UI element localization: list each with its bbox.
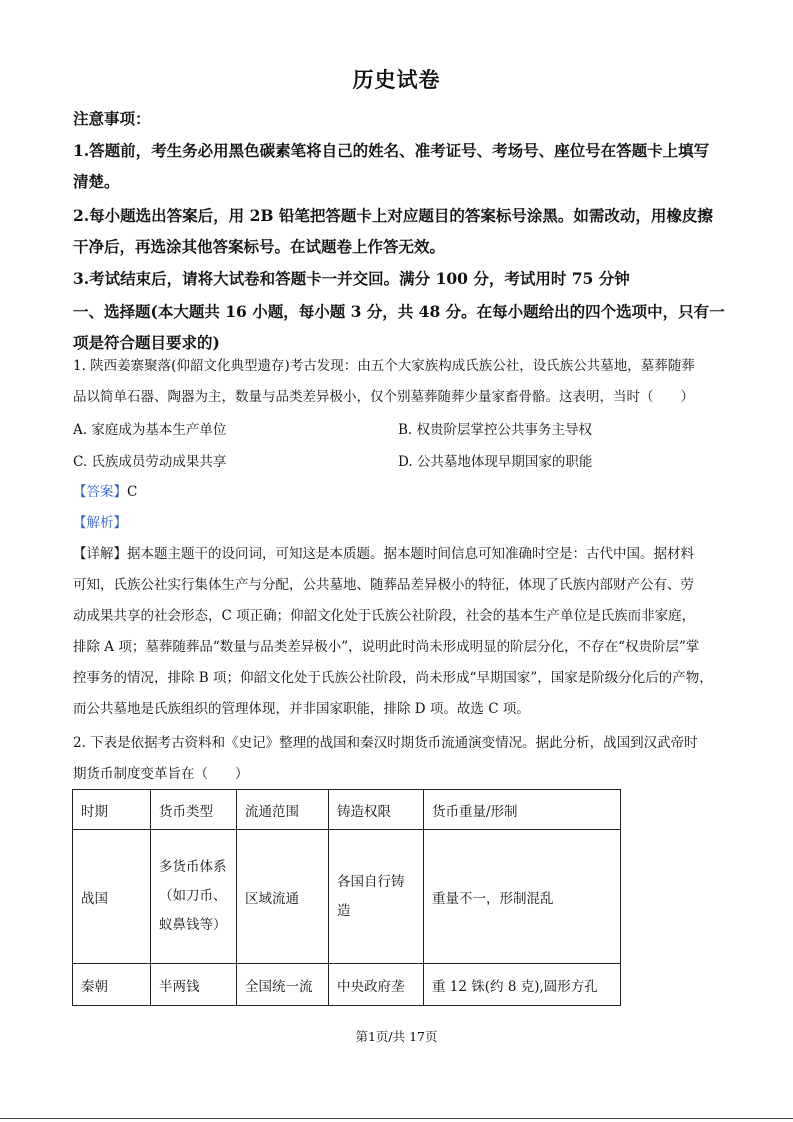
stem-line: 品以简单石器、陶器为主，数量与品类差异极小，仅个别墓葬随葬少量家畜骨骼。这表明，当时（ ） [73,389,694,405]
question-2-stem [73,728,733,790]
section-heading: 一、选择题(本大题共 16 小题，每小题 3 分，共 48 分。在每小题给出的四个选项中，只有一 [73,302,725,321]
stem-line: 2. 下表是依据考古资料和《史记》整理的战国和秦汉时期货币流通演变情况。据此分析，战国到汉武帝时 [73,735,698,751]
table-cell: 重 12 铢(约 8 克),圆形方孔 [424,964,621,1006]
table-header-cell: 时期 [73,790,151,830]
option-b: B. 权贵阶层掌控公共事务主导权 [398,422,593,438]
notice-line: 3.考试结束后，请将大试卷和答题卡一并交回。满分 100 分，考试用时 75 分钟 [73,269,630,288]
detail-line: 排除 A 项；墓葬随葬品“数量与品类差异极小”，说明此时尚未形成明显的阶层分化，不存在“权贵阶层”掌 [73,639,700,655]
page-footer: 第1页/共 17页 [355,1029,438,1044]
stem-line: 1. 陕西姜寨聚落(仰韶文化典型遗存)考古发现：由五个大家族构成氏族公社，设氏族公共墓地，墓葬随葬 [73,358,695,374]
table-cell: 重量不一，形制混乱 [424,830,621,964]
stem-line: 期货币制度变革旨在（ ） [73,766,249,782]
analysis-label: 【解析】 [73,515,127,531]
table-header-cell: 铸造权限 [329,790,424,830]
section-heading: 项是符合题目要求的) [73,333,220,352]
detail-line: 可知，氏族公社实行集体生产与分配，公共墓地、随葬品差异极小的特征，体现了氏族内部财产公有、劳 [73,577,694,593]
question-1-answer [73,477,733,725]
table-cell: 多货币体系（如刀币、蚁鼻钱等） [151,830,237,964]
detail-line: 【详解】据本题主题干的设问词，可知这是本质题。据本题时间信息可知准确时空是：古代中国。据材料 [73,546,694,562]
notice-line: 1.答题前，考生务必用黑色碳素笔将自己的姓名、准考证号、考场号、座位号在答题卡上填写 [73,141,710,160]
currency-table [72,789,621,1006]
answer-value: C [127,484,138,500]
table-header-cell: 货币类型 [151,790,237,830]
bottom-divider [0,1118,793,1119]
table-cell: 秦朝 [73,964,151,1006]
table-cell: 战国 [73,830,151,964]
notice-block [73,103,733,358]
table-cell: 各国自行铸造 [329,830,424,964]
option-d: D. 公共墓地体现早期国家的职能 [398,454,593,470]
answer-label: 【答案】 [73,484,127,500]
table-cell: 中央政府垄 [329,964,424,1006]
table-row [73,830,621,964]
page-title: 历史试卷 [352,67,441,92]
table-cell: 半两钱 [151,964,237,1006]
table-header-cell: 货币重量/形制 [424,790,621,830]
detail-line: 动成果共享的社会形态，C 项正确；仰韶文化处于氏族公社阶段，社会的基本生产单位是氏族而非家庭， [73,608,696,624]
table-cell: 区域流通 [237,830,329,964]
notice-line: 干净后，再选涂其他答案标号。在试题卷上作答无效。 [73,237,446,256]
notice-line: 清楚。 [73,172,120,191]
option-a: A. 家庭成为基本生产单位 [73,422,227,438]
table-header-cell: 流通范围 [237,790,329,830]
notice-line: 2.每小题选出答案后，用 2B 铅笔把答题卡上对应题目的答案标号涂黑。如需改动，用橡皮擦 [73,206,713,225]
table-row [73,964,621,1006]
notice-heading: 注意事项： [73,109,151,128]
question-1-stem [73,351,733,413]
detail-line: 而公共墓地是氏族组织的管理体现，并非国家职能，排除 D 项。故选 C 项。 [73,701,530,717]
option-c: C. 氏族成员劳动成果共享 [73,454,227,470]
table-header-row [73,790,621,830]
detail-line: 控事务的情况，排除 B 项；仰韶文化处于氏族公社阶段，尚未形成“早期国家”，国家是阶级分化后的产物， [73,670,713,686]
table-cell: 全国统一流 [237,964,329,1006]
